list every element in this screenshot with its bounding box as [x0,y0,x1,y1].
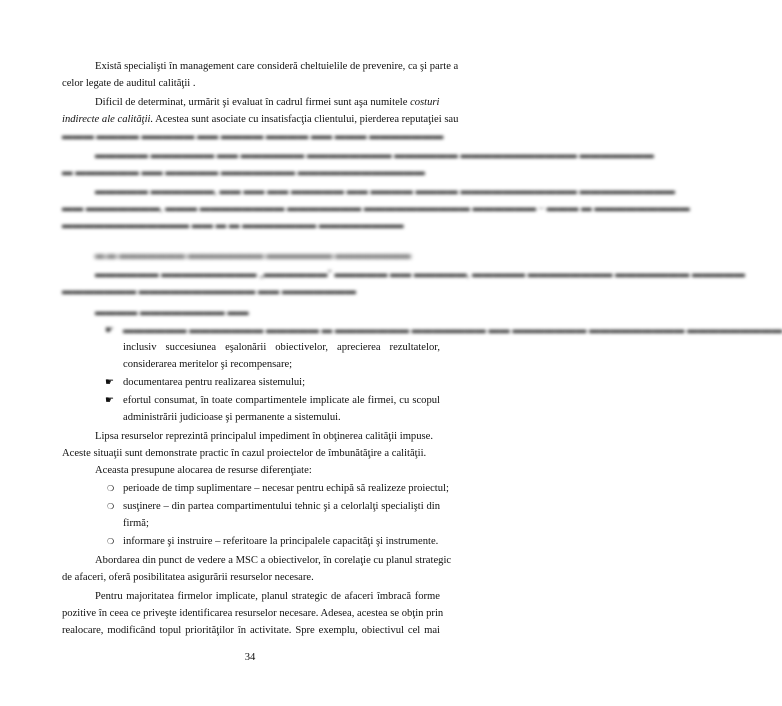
paragraph-line: Există specialişti în management care consideră cheltuielile de prevenire, ca şi parte a [95,61,459,72]
text-run-italic: indirecte ale calităţii. [62,114,154,125]
paragraph-line: Aceasta presupune alocarea de resurse diferenţiate: [95,465,312,476]
list-item-continuation: administrării judicioase şi permanente a sistemului. [123,412,341,423]
paragraph-line: Pentru majoritatea firmelor implicate, planul strategic de afaceri îmbracă forme [95,591,440,602]
list-item: perioade de timp suplimentare – necesar pentru echipă să realizeze proiectul; [123,483,449,494]
circle-bullet-icon: ❍ [107,537,115,546]
page-number: 34 [244,652,256,663]
list-item-continuation: firmă; [123,518,149,529]
list-item: documentarea pentru realizarea sistemului; [123,377,306,388]
paragraph-line: Aceste situaţii sunt demonstrate practic în cazul proiectelor de îmbunătăţire a calităţii. [62,448,427,459]
blurred-text-line: ▬▬▬▬▬▬ ▬▬▬▬▬▬▬ ▬▬▬▬▬ ▬ ▬▬▬▬▬▬▬ ▬▬▬▬▬▬▬ ▬▬ ▬▬▬▬▬▬▬ ▬▬▬▬▬▬▬▬▬ ▬▬▬▬▬▬▬▬▬ [123,325,782,336]
paragraph-line [95,96,440,109]
list-item: informare şi instruire – referitoare la principalele capacităţi şi instrumente. [123,536,439,547]
text-run: Dificil de determinat, urmărit şi evaluat în cadrul firmei sunt aşa numitele [95,97,411,108]
circle-bullet-icon: ❍ [107,484,115,493]
list-item-continuation: inclusiv succesiunea eşalonării obiectivelor, aprecierea rezultatelor, [123,342,440,353]
hand-bullet-icon: ☛ [105,377,114,388]
blurred-heading: ▬.▬ ▬▬▬▬▬▬▬ ▬▬▬▬▬▬▬▬ ▬▬▬▬▬▬▬ ▬▬▬▬▬▬▬▬ [95,251,411,261]
blurred-text-line: ▬▬▬▬▬▬▬ ▬▬▬▬▬▬▬▬▬▬▬ ▬▬ ▬▬▬▬▬▬▬ [62,286,356,297]
text-run-italic: costuri [410,97,440,108]
paragraph-line: Abordarea din punct de vedere a MSC a obiectivelor, în corelaţie cu planul strategic [95,555,452,566]
hand-bullet-icon: ☛ [105,395,114,406]
paragraph-line: realocare, modificând topul priorităţilor în activitate. Spre exemplu, obiectivul cel mai [62,625,440,636]
text-run: Acestea sunt asociate cu insatisfacţia clientului, pierderea reputaţiei sau [153,114,459,125]
circle-bullet-icon: ❍ [107,502,115,511]
list-item-continuation: considerarea meritelor şi recompensare; [123,359,293,370]
blurred-text-line: ▬▬▬▬▬▬ ▬▬▬▬▬▬▬▬▬ „▬▬▬▬▬▬" ▬▬▬▬▬ ▬▬ ▬▬▬▬▬, ▬▬▬▬▬ ▬▬▬▬▬▬▬▬ ▬▬▬▬▬▬▬ ▬▬▬▬▬ [95,269,745,280]
blurred-text-line: ▬ ▬▬▬▬▬▬ ▬▬ ▬▬▬▬▬ ▬▬▬▬▬▬▬ ▬▬▬▬▬▬▬▬▬▬▬▬ [62,167,425,178]
paragraph-line [62,113,458,126]
paragraph-line: celor legate de auditul calităţii . [62,78,196,89]
blurred-text-line: ▬▬▬▬▬ ▬▬▬▬▬▬, ▬▬ ▬▬ ▬▬ ▬▬▬▬▬ ▬▬ ▬▬▬▬ ▬▬▬▬ ▬▬▬▬▬▬▬▬▬▬▬ ▬▬▬▬▬▬▬▬▬ [95,186,676,197]
paragraph-line: pozitive în ceea ce priveşte identificarea resurselor necesare. Adesea, acestea se obţin prin [62,608,444,619]
blurred-text-line: ▬▬▬ ▬▬▬▬ ▬▬▬▬▬ ▬▬ ▬▬▬▬ ▬▬▬▬ ▬▬ ▬▬▬ ▬▬▬▬▬▬▬ [62,131,444,142]
list-item: efortul consumat, în toate compartimentele implicate ale firmei, cu scopul [123,395,440,406]
blurred-text-line: ▬▬▬▬▬▬▬▬▬▬▬▬ ▬▬ ▬ ▬ ▬▬▬▬▬▬▬ ▬▬▬▬▬▬▬▬ [62,220,404,231]
paragraph-line: de afaceri, oferă posibilitatea asigurării resurselor necesare. [62,572,314,583]
blurred-text-line: ▬▬▬▬▬ ▬▬▬▬▬▬ ▬▬ ▬▬▬▬▬▬ ▬▬▬▬▬▬▬▬ ▬▬▬▬▬▬ ▬▬▬▬▬▬▬▬▬▬▬ ▬▬▬▬▬▬▬ [95,150,654,161]
hand-bullet-icon: ☛ [105,325,114,336]
paragraph-line: Lipsa resurselor reprezintă principalul impediment în obţinerea calităţii impuse. [95,431,434,442]
list-item: susţinere – din partea compartimentului tehnic şi a celorlalţi specialişti din [123,501,440,512]
blurred-text-line: ▬▬▬▬ ▬▬▬▬▬▬▬▬ ▬▬ [95,307,249,318]
blurred-text-line: ▬▬ ▬▬▬▬▬▬▬, ▬▬▬ ▬▬▬▬▬▬▬▬ ▬▬▬▬▬▬▬ ▬▬▬▬▬▬▬▬▬▬ ▬▬▬▬▬▬ – ▬▬▬ ▬ ▬▬▬▬▬▬▬▬▬ [62,203,690,214]
